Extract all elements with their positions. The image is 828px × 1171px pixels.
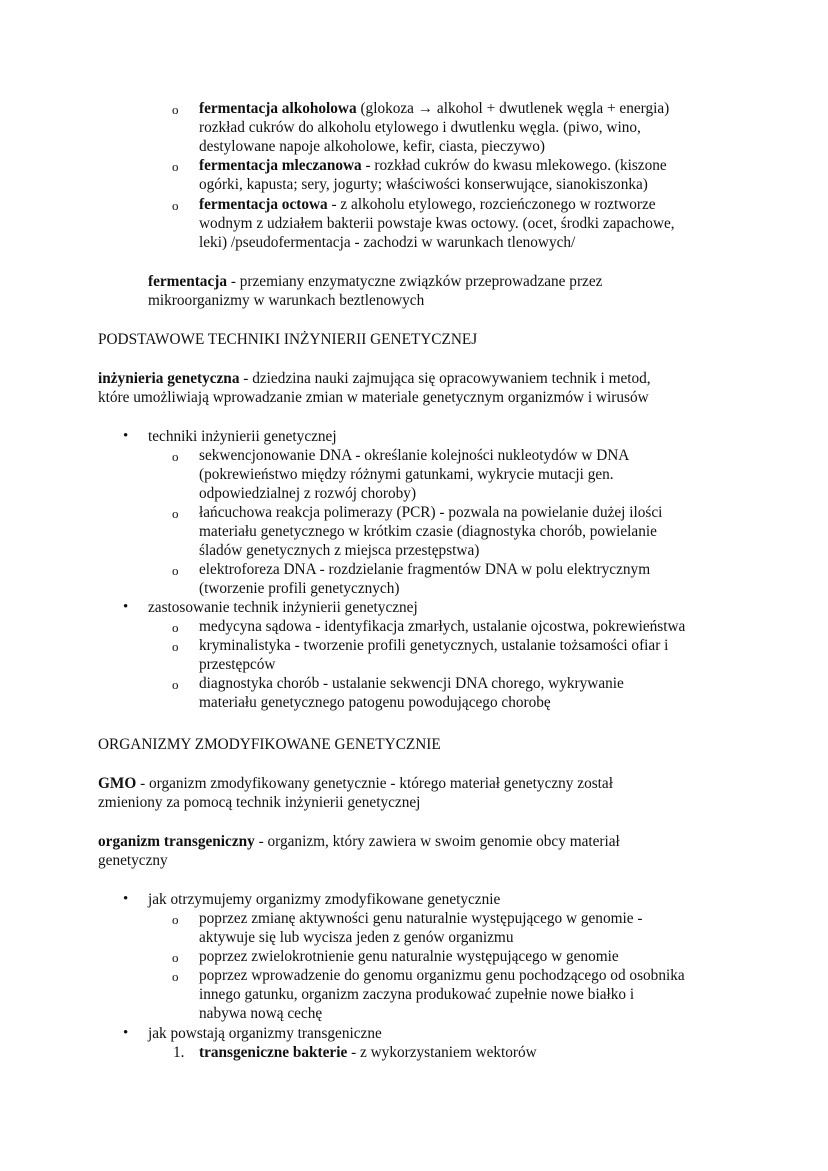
term: fermentacja octowa xyxy=(199,196,328,213)
circle-bullet: o xyxy=(172,449,179,464)
bullet-text: zastosowanie technik inżynierii genetycznej xyxy=(148,599,418,616)
list-item-text: poprzez zwielokrotnienie genu naturalnie występującego w genomie xyxy=(199,948,619,965)
list-item-text: wodnym z udziałem bakterii powstaje kwas octowy. (ocet, środki zapachowe, xyxy=(199,215,675,232)
list-item-text: materiału genetycznego patogenu powodującego chorobę xyxy=(199,694,551,711)
list-item-text: sekwencjonowanie DNA - określanie kolejności nukleotydów w DNA xyxy=(199,447,630,464)
list-item-text xyxy=(199,195,656,214)
list-item-text: poprzez zmianę aktywności genu naturalnie występującego w genomie - xyxy=(199,910,643,927)
definition-text: genetyczny xyxy=(98,852,168,869)
list-item-text: przestępców xyxy=(199,656,276,673)
circle-bullet: o xyxy=(172,639,179,654)
bullet-text: jak otrzymujemy organizmy zmodyfikowane genetycznie xyxy=(148,891,501,908)
term: transgeniczne bakterie xyxy=(199,1044,348,1061)
list-item-text: nabywa nową cechę xyxy=(199,1005,323,1022)
term: organizm transgeniczny xyxy=(98,833,255,850)
text: - dziedzina nauki zajmująca się opracowywaniem technik i metod, xyxy=(239,370,651,387)
text: (glokoza → alkohol + dwutlenek węgla + energia) xyxy=(356,100,670,117)
list-item-text xyxy=(199,99,669,118)
definition xyxy=(148,272,602,291)
circle-bullet: o xyxy=(172,506,179,521)
circle-bullet: o xyxy=(172,159,179,174)
bullet: • xyxy=(123,891,129,907)
list-item-text: odpowiedzialnej z rozwój choroby) xyxy=(199,485,417,502)
section-heading: ORGANIZMY ZMODYFIKOWANE GENETYCZNIE xyxy=(98,736,441,753)
circle-bullet: o xyxy=(172,198,179,213)
text: - organizm zmodyfikowany genetycznie - którego materiał genetyczny został xyxy=(136,775,613,792)
definition xyxy=(98,774,613,793)
list-item-text: elektroforeza DNA - rozdzielanie fragmentów DNA w polu elektrycznym xyxy=(199,561,651,578)
term: fermentacja mlеczanowa xyxy=(199,157,362,174)
list-item-text: poprzez wprowadzenie do genomu organizmu genu pochodzącego od osobnika xyxy=(199,967,685,984)
list-item-text: diagnostyka chorób - ustalanie sekwencji DNA chorego, wykrywanie xyxy=(199,675,624,692)
circle-bullet: o xyxy=(172,969,179,984)
circle-bullet: o xyxy=(172,563,179,578)
list-item-text: innego gatunku, organizm zaczyna produkować zupełnie nowe białko i xyxy=(199,986,635,1003)
text: - z alkoholu etylowego, rozcieńczonego w roztworze xyxy=(327,196,656,213)
list-item-text: śladów genetycznych z miejsca przestępstwa) xyxy=(199,542,480,559)
list-item-text: łańcuchowa reakcja polimerazy (PCR) - pozwala na powielanie dużej ilości xyxy=(199,504,663,521)
bullet: • xyxy=(123,428,129,444)
list-item-text: ogórki, kapusta; sery, jogurty; właściwości konserwujące, sianokiszonka) xyxy=(199,176,648,193)
circle-bullet: o xyxy=(172,677,179,692)
text: - organizm, który zawiera w swoim genomie obcy materiał xyxy=(254,833,620,850)
numbered-item-text xyxy=(199,1043,537,1062)
text: - z wykorzystaniem wektorów xyxy=(347,1044,537,1061)
bullet-text: techniki inżynierii genetycznej xyxy=(148,428,337,445)
term: inżynieria genetyczna xyxy=(98,370,240,387)
term: GMO xyxy=(98,775,137,792)
definition xyxy=(98,832,620,851)
bullet: • xyxy=(123,599,129,615)
list-item-text: aktywuje się lub wycisza jeden z genów organizmu xyxy=(199,929,514,946)
bullet: • xyxy=(123,1025,129,1041)
circle-bullet: o xyxy=(172,912,179,927)
list-item-text: destylowane napoje alkoholowe, kefir, ciasta, pieczywo) xyxy=(199,138,545,155)
list-item-text: medycyna sądowa - identyfikacja zmarłych, ustalanie ojcostwa, pokrewieństwa xyxy=(199,618,686,635)
definition-text: które umożliwiają wprowadzanie zmian w materiale genetycznym organizmów i wirusów xyxy=(98,389,649,406)
text: - rozkład cukrów do kwasu mlekowego. (kiszone xyxy=(361,157,667,174)
term: fermentacja xyxy=(148,273,227,290)
section-heading: PODSTAWOWE TECHNIKI INŻYNIERII GENETYCZNEJ xyxy=(98,331,478,348)
list-item-text: materiału genetycznego w krótkim czasie (diagnostyka chorób, powielanie xyxy=(199,523,657,540)
list-item-text: kryminalistyka - tworzenie profili genetycznych, ustalanie tożsamości ofiar i xyxy=(199,637,669,654)
definition-text: zmieniony za pomocą technik inżynierii genetycznej xyxy=(98,794,421,811)
term: fermentacja alkoholowa xyxy=(199,100,357,117)
list-item-text xyxy=(199,156,667,175)
text: - przemiany enzymatyczne związków przeprowadzane przez xyxy=(227,273,603,290)
numbered-marker: 1. xyxy=(173,1044,185,1061)
circle-bullet: o xyxy=(172,620,179,635)
list-item-text: leki) /pseudofermentacja - zachodzi w warunkach tlenowych/ xyxy=(199,234,576,251)
bullet-text: jak powstają organizmy transgeniczne xyxy=(148,1025,382,1042)
list-item-text: rozkład cukrów do alkoholu etylowego i dwutlenku węgla. (piwo, wino, xyxy=(199,119,641,136)
list-item-text: (tworzenie profili genetycznych) xyxy=(199,580,400,597)
definition-text: mikroorganizmy w warunkach beztlenowych xyxy=(148,292,425,309)
definition xyxy=(98,369,651,388)
circle-bullet: o xyxy=(172,950,179,965)
list-item-text: (pokrewieństwo między różnymi gatunkami, wykrycie mutacji gen. xyxy=(199,466,614,483)
circle-bullet: o xyxy=(172,102,179,117)
